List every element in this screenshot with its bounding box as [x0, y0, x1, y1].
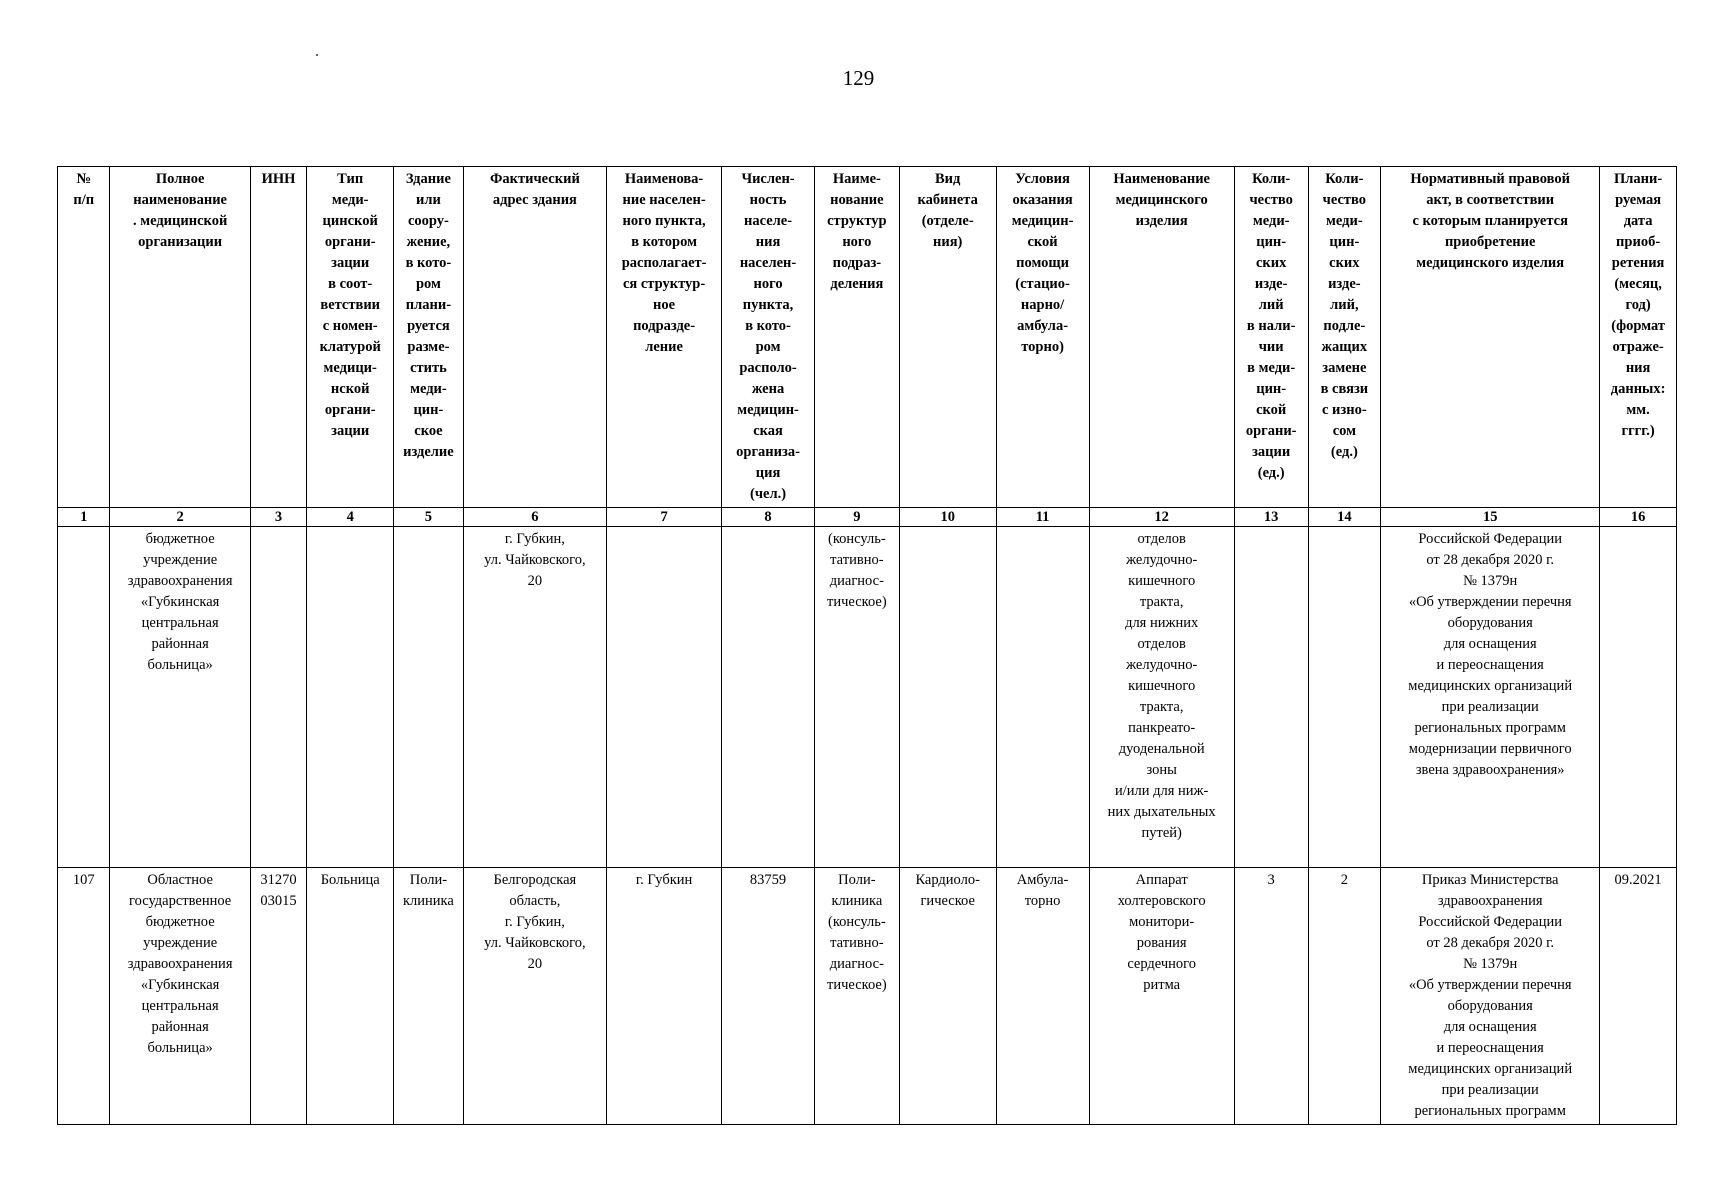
cell-structural-unit: Поли- клиника (консуль- тативно- диагнос- тическое) — [814, 868, 899, 1125]
column-number: 13 — [1234, 508, 1308, 527]
cell-row-number — [58, 527, 110, 868]
header-cell: Коли- чество меди- цин- ских изде- лий в нали- чии в меди- цин- ской органи- зации (ед.) — [1234, 167, 1308, 508]
header-cell: Наименование медицинского изделия — [1089, 167, 1234, 508]
column-number: 9 — [814, 508, 899, 527]
column-number: 1 — [58, 508, 110, 527]
cell-organization-name: бюджетное учреждение здравоохранения «Губкинская центральная районная больница» — [110, 527, 250, 868]
cell-structural-unit: (консуль- тативно- диагнос- тическое) — [814, 527, 899, 868]
header-cell: ИНН — [250, 167, 307, 508]
column-number: 5 — [394, 508, 464, 527]
column-number: 7 — [607, 508, 722, 527]
cell-devices-to-replace: 2 — [1308, 868, 1381, 1125]
column-number: 10 — [899, 508, 996, 527]
column-number: 2 — [110, 508, 250, 527]
table-row-107 — [58, 868, 1677, 1125]
cell-devices-available: 3 — [1234, 868, 1308, 1125]
column-number: 3 — [250, 508, 307, 527]
header-cell: Фактический адрес здания — [463, 167, 606, 508]
cell-organization-type: Больница — [307, 868, 394, 1125]
cell-cabinet-type — [899, 527, 996, 868]
header-cell: Нормативный правовой акт, в соответствии с которым планируется приобретение медицинского изделия — [1381, 167, 1600, 508]
equipment-table — [57, 166, 1677, 1125]
cell-organization-name: Областное государственное бюджетное учреждение здравоохранения «Губкинская центральная районная больница» — [110, 868, 250, 1125]
column-number: 12 — [1089, 508, 1234, 527]
cell-address: г. Губкин, ул. Чайковского, 20 — [463, 527, 606, 868]
column-number: 16 — [1600, 508, 1677, 527]
cell-inn — [250, 527, 307, 868]
cell-devices-available — [1234, 527, 1308, 868]
header-cell: № п/п — [58, 167, 110, 508]
column-number: 6 — [463, 508, 606, 527]
header-cell: Полное наименование . медицинской организации — [110, 167, 250, 508]
scan-speck — [316, 54, 318, 56]
cell-row-number: 107 — [58, 868, 110, 1125]
column-number: 8 — [722, 508, 815, 527]
column-number-row — [58, 508, 1677, 527]
column-number: 15 — [1381, 508, 1600, 527]
cell-building: Поли- клиника — [394, 868, 464, 1125]
cell-population — [722, 527, 815, 868]
table-row-continuation — [58, 527, 1677, 868]
cell-building — [394, 527, 464, 868]
column-number: 4 — [307, 508, 394, 527]
column-number: 14 — [1308, 508, 1381, 527]
header-cell: Наиме- нование структур ного подраз- деления — [814, 167, 899, 508]
cell-settlement — [607, 527, 722, 868]
header-cell: Плани- руемая дата приоб- ретения (месяц, год) (формат отраже- ния данных: мм. гггг.) — [1600, 167, 1677, 508]
cell-legal-act: Российской Федерации от 28 декабря 2020 г. № 1379н «Об утверждении перечня оборудования для оснащения и переоснащения медицинских организаций при реализации региональных программ модернизации первичного звена здравоохранения» — [1381, 527, 1600, 868]
cell-device-name: отделов желудочно- кишечного тракта, для нижних отделов желудочно- кишечного тракта, панкреато- дуоденальной зоны и/или для ниж- них дыхательных путей) — [1089, 527, 1234, 868]
header-row — [58, 167, 1677, 508]
cell-planned-date — [1600, 527, 1677, 868]
cell-care-conditions — [996, 527, 1089, 868]
cell-devices-to-replace — [1308, 527, 1381, 868]
cell-settlement: г. Губкин — [607, 868, 722, 1125]
cell-care-conditions: Амбула- торно — [996, 868, 1089, 1125]
header-cell: Наименова- ние населен- ного пункта, в котором располагает- ся структур- ное подразде- ление — [607, 167, 722, 508]
cell-device-name: Аппарат холтеровского монитори- рования сердечного ритма — [1089, 868, 1234, 1125]
page-number: 129 — [842, 66, 875, 90]
cell-inn: 31270 03015 — [250, 868, 307, 1125]
header-cell: Числен- ность населе- ния населен- ного пункта, в кото- ром располо- жена медицин- ская организа- ция (чел.) — [722, 167, 815, 508]
column-number: 11 — [996, 508, 1089, 527]
cell-address: Белгородская область, г. Губкин, ул. Чайковского, 20 — [463, 868, 606, 1125]
cell-planned-date: 09.2021 — [1600, 868, 1677, 1125]
cell-legal-act: Приказ Министерства здравоохранения Российской Федерации от 28 декабря 2020 г. № 1379н «Об утверждении перечня оборудования для оснащения и переоснащения медицинских организаций при реализации региональных программ — [1381, 868, 1600, 1125]
cell-population: 83759 — [722, 868, 815, 1125]
header-cell: Здание или соору- жение, в кото- ром плани- руется разме- стить меди- цин- ское изделие — [394, 167, 464, 508]
header-cell: Условия оказания медицин- ской помощи (стацио- нарно/ амбула- торно) — [996, 167, 1089, 508]
header-cell: Коли- чество меди- цин- ских изде- лий, подле- жащих замене в связи с изно- сом (ед.) — [1308, 167, 1381, 508]
cell-cabinet-type: Кардиоло- гическое — [899, 868, 996, 1125]
header-cell: Вид кабинета (отделе- ния) — [899, 167, 996, 508]
header-cell: Тип меди- цинской органи- зации в соот- ветствии с номен- клатурой медици- нской органи- зации — [307, 167, 394, 508]
cell-organization-type — [307, 527, 394, 868]
